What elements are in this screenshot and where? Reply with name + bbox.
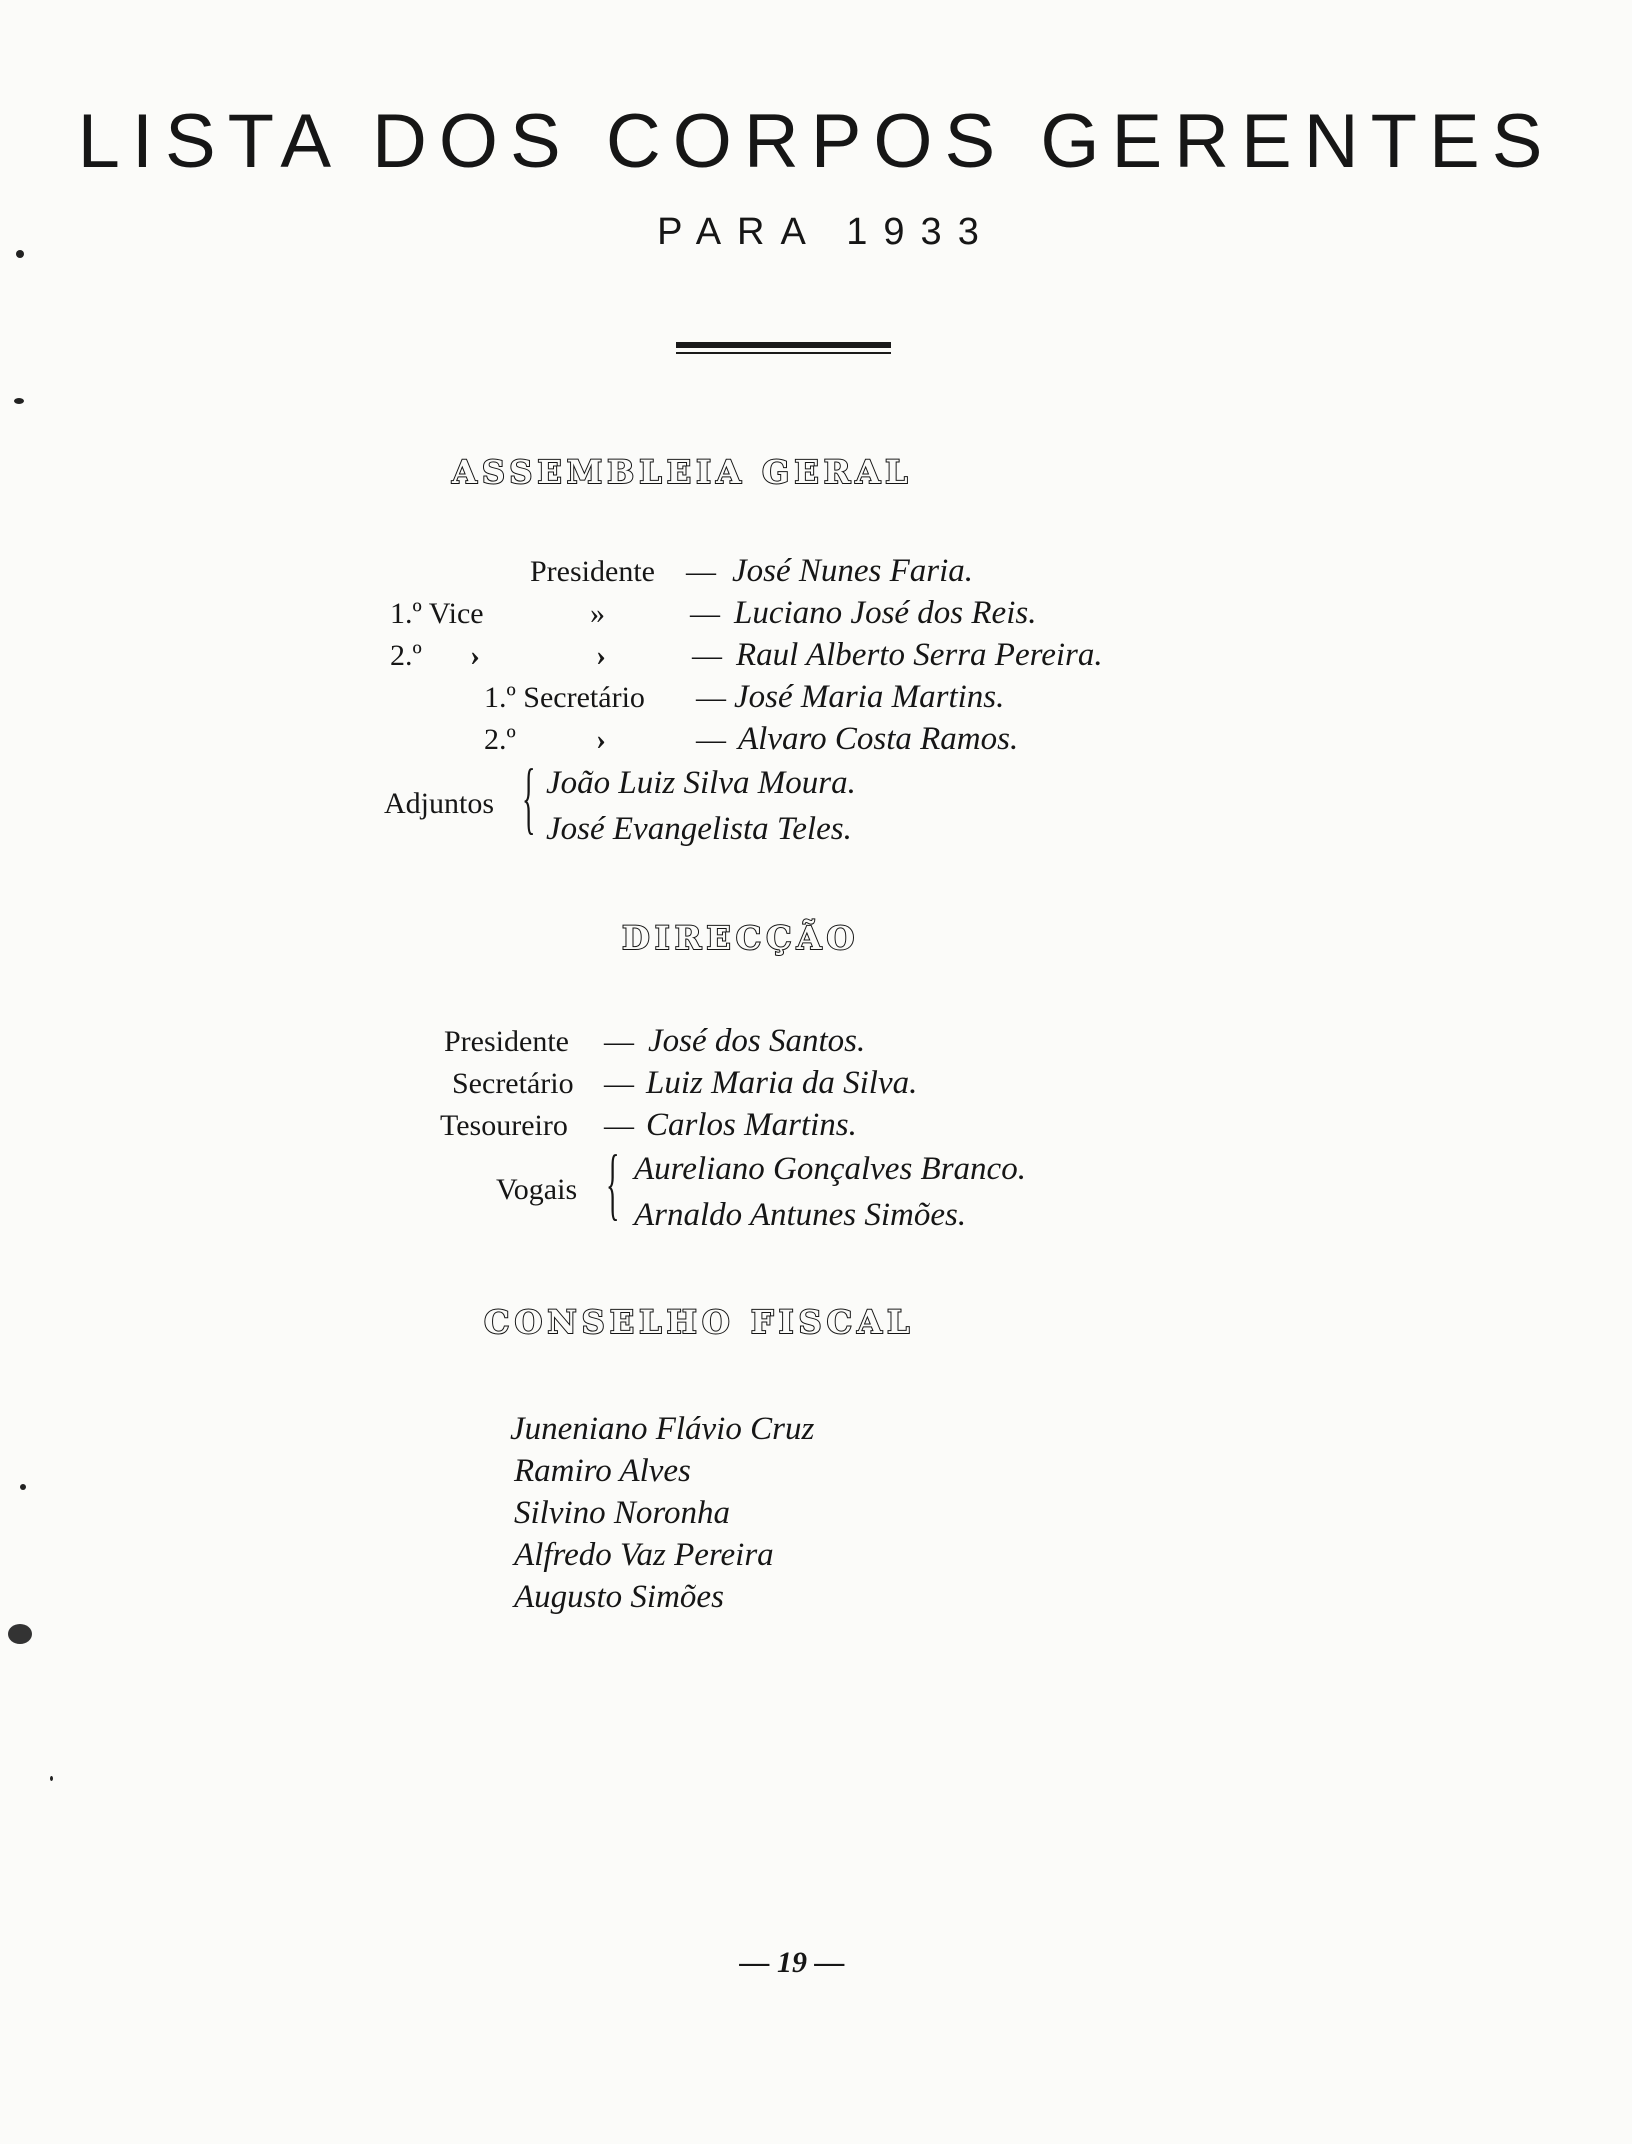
section-heading-conselho: CONSELHO FISCAL [484, 1303, 915, 1341]
ditto-mark: › [596, 639, 606, 672]
direccao-tesoureiro-label: Tesoureiro [440, 1109, 568, 1142]
assembleia-sec1-label: 1.º Secretário [484, 681, 645, 714]
assembleia-vice2-name: Raul Alberto Serra Pereira. [736, 637, 1103, 673]
scan-speck [20, 1484, 26, 1490]
dash: — [696, 723, 726, 756]
ditto-mark: » [590, 597, 605, 630]
brace: { [606, 1140, 620, 1228]
section-heading-direccao: DIRECÇÃO [622, 919, 860, 957]
conselho-member: Juneniano Flávio Cruz [510, 1411, 815, 1447]
conselho-member: Silvino Noronha [514, 1495, 731, 1531]
assembleia-vice1-label: 1.º Vice [390, 597, 484, 630]
assembleia-adjunto: João Luiz Silva Moura. [546, 765, 856, 801]
ditto-mark: › [470, 639, 480, 672]
assembleia-sec2-name: Alvaro Costa Ramos. [738, 721, 1019, 757]
page-subtitle: PARA 1933 [657, 211, 995, 253]
ditto-mark: › [596, 723, 606, 756]
direccao-secretario-label: Secretário [452, 1067, 574, 1100]
brace: { [522, 754, 536, 842]
direccao-vogal: Arnaldo Antunes Simões. [634, 1197, 967, 1233]
scan-speck [14, 398, 24, 404]
title-divider [676, 342, 891, 348]
title-divider-thin [676, 352, 891, 354]
assembleia-vice1-name: Luciano José dos Reis. [734, 595, 1037, 631]
conselho-member: Alfredo Vaz Pereira [514, 1537, 774, 1573]
assembleia-adjuntos-label: Adjuntos [384, 787, 495, 820]
page-number: — 19 — [739, 1946, 845, 1979]
assembleia-sec1-name: José Maria Martins. [734, 679, 1005, 715]
assembleia-presidente-label: Presidente [530, 555, 655, 588]
assembleia-vice2-label: 2.º [390, 639, 422, 672]
direccao-vogal: Aureliano Gonçalves Branco. [634, 1151, 1026, 1187]
conselho-member: Augusto Simões [514, 1579, 724, 1615]
direccao-tesoureiro-name: Carlos Martins. [646, 1107, 857, 1143]
direccao-vogais-label: Vogais [496, 1173, 578, 1206]
assembleia-adjunto: José Evangelista Teles. [546, 811, 852, 847]
dash: — [604, 1109, 634, 1142]
conselho-member: Ramiro Alves [514, 1453, 691, 1489]
page-title: LISTA DOS CORPOS GERENTES [77, 99, 1555, 184]
scan-speck [8, 1624, 32, 1644]
direccao-secretario-name: Luiz Maria da Silva. [646, 1065, 918, 1101]
direccao-presidente-name: José dos Santos. [648, 1023, 866, 1059]
dash: — [604, 1067, 634, 1100]
assembleia-sec2-label: 2.º [484, 723, 516, 756]
dash: — [604, 1025, 634, 1058]
assembleia-presidente-name: José Nunes Faria. [732, 553, 974, 589]
section-heading-assembleia: ASSEMBLEIA GERAL [452, 453, 913, 491]
dash: — [692, 639, 722, 672]
scan-speck [16, 250, 24, 258]
direccao-presidente-label: Presidente [444, 1025, 569, 1058]
scan-speck [50, 1776, 53, 1781]
dash: — [696, 681, 726, 714]
dash: — [690, 597, 720, 630]
dash: — [686, 555, 716, 588]
